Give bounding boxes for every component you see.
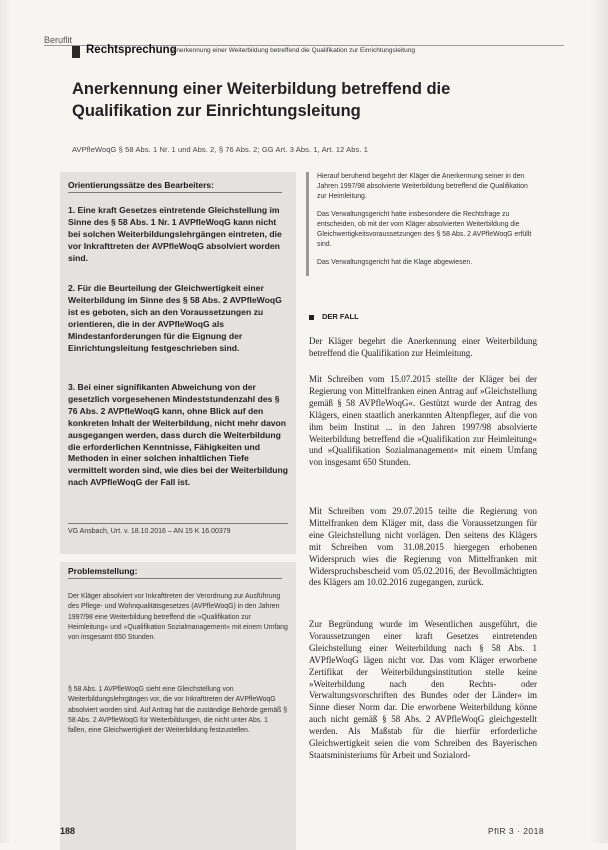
case-paragraph-3: Mit Schreiben vom 29.07.2015 teilte die Regierung von Mittelfranken dem Kläger mit, dass die Voraussetzungen für eine Gleichstellung nicht vorlägen. Den seitens des Klägers mit Schreiben vom 31.08.2015 hiergegen erhobenen Widerspruch wies die Regierung von Mittelfranken mit Widerspruchsbescheid vom 05.02.2016, der Bevollmächtigten des Klägers am 10.02.2016 zugegangen, zurück. [309,506,537,588]
header-marker [72,46,80,58]
intro-paragraph: Das Verwaltungsgericht hatte insbesondere die Rechtsfrage zu entscheiden, ob mit der vom Kläger absolvierten Weiterbildung die Gleichwertigkeitsvoraussetzungen des § 58 Abs. 2 AVPfleWoqG erfüllt sind. [317,211,532,248]
intro-paragraph: Das Verwaltungsgericht hat die Klage abgewiesen. [317,259,473,266]
guidelines-heading: Orientierungssätze des Bearbeiters: [68,180,282,193]
intro-paragraph: Hierauf beruhend begehrt der Kläger die Anerkennung seiner in den Jahren 1997/98 absolvierte Weiterbildung betreffend die Qualifikation zur Heimleitung. [317,173,528,200]
page-number: 188 [60,826,76,836]
journal-label: PflR 3 · 2018 [488,826,545,836]
case-paragraph-1: Der Kläger begehrt die Anerkennung einer Weiterbildung betreffend die Qualifikation zur Heimleitung. [309,336,537,358]
court-reference: VG Ansbach, Urt. v. 18.10.2016 – AN 15 K 16.00379 [68,523,288,535]
legal-citation: AVPfleWoqG § 58 Abs. 1 Nr. 1 und Abs. 2, § 76 Abs. 2; GG Art. 3 Abs. 1, Art. 12 Abs. 1 [72,145,368,154]
section-title: Rechtsprechung [86,44,177,56]
sidebar-box [60,172,296,850]
guideline-3: 3. Bei einer signifikanten Abweichung von der gesetzlich vorgesehenen Mindeststundenzahl des § 76 Abs. 2 AVPfleWoqG kann, ohne Blick auf den konkreten Inhalt der Weiterbildung, nicht mehr davon ausgegangen werden, dass durch die Weiterbildung die erforderlichen Kenntnisse, Fähigkeiten und Methoden in einer solchen inhaltlichen Tiefe vermittelt worden sind, wie dies bei der Weiterbildung nach AVPfleWoqG der Fall ist. [68,382,288,488]
bullet-square-icon [309,315,314,320]
sidebar-separator [60,554,296,562]
article-title: Anerkennung einer Weiterbildung betreffend die Qualifikation zur Einrichtungsleitung [72,80,451,120]
case-paragraph-2: Mit Schreiben vom 15.07.2015 stellte der Kläger bei der Regierung von Mittelfranken einen Antrag auf »Gleichstellung gemäß § 58 AVPfleWoqG«. Gestützt wurde der Antrag des Klägers, einen staatlich anerkannten Altenpfleger, auf die von ihm beim Institut ... in den Jahren 1997/98 absolvierte Weiterbildung betreffend die »Qualifikation zur Heimleitung« und »Qualifikation Sozialmanagement« mit einem Umfang von insgesamt 650 Stunden. [309,374,537,468]
case-paragraph-4: Zur Begründung wurde im Wesentlichen ausgeführt, die Voraussetzungen einer kraft Gesetzes eintretenden Gleichstellung einer Weiterbildung nach § 58 Abs. 1 AVPfleWoqG lägen nicht vor. Das vom Kläger erworbene Zertifikat der Weiterbildungsinstitution stelle keine »Weiterbildung nach den Rechts- oder Verwaltungsvorschriften des Bundes oder der Länder« im Sinne dieser Norm dar. Die erworbene Weiterbildung könne auch nicht gemäß § 58 Abs. 2 AVPfleWoqG gleichgestellt werden. Als Maßstab für die hierfür erforderliche Gleichwertigkeit seien die vom Schreiben des Bayerischen Staatsministeriums für Arbeit und Sozialord- [309,619,537,760]
problem-heading: Problemstellung: [68,566,282,579]
section-subtitle: Anerkennung einer Weiterbildung betreffend die Qualifikation zur Einrichtungsleitung [172,47,415,54]
intro-box [306,172,538,276]
problem-paragraph-1: Der Kläger absolviert vor Inkrafttreten der Verordnung zur Ausführung des Pflege- und Wohnqualitätsgesetzes (AVPfleWoqG) in den Jahren 1997/98 eine Weiterbildung betreffend die »Qualifikation zur Heimleitung« und »Qualifikation Sozialmanagement« mit einem Umfang von insgesamt 650 Stunden. [68,593,288,642]
guideline-2: 2. Für die Beurteilung der Gleichwertigkeit einer Weiterbildung im Sinne des § 58 Abs. 2 AVPfleWoqG ist es geboten, sich an den Voraussetzungen zu orientieren, die in der AVPfleWoqG als Mindestanforderungen für die Eignung der Einrichtungsleitung festgeschrieben sind. [68,283,282,353]
section-label: Beruflit [44,35,73,45]
problem-paragraph-2: § 58 Abs. 1 AVPfleWoqG sieht eine Gleichstellung von Weiterbildungslehrgängen vor, die vor Inkrafttreten der AVPfleWoqG absolviert worden sind. Auf Antrag hat die zuständige Behörde gemäß § 58 Abs. 2 AVPfleWoqG für Weiterbildungen, die nicht unter Abs. 1 fallen, eine Gleichwertigkeit der Weiterbildung festzustellen. [68,686,288,735]
guideline-1: 1. Eine kraft Gesetzes eintretende Gleichstellung im Sinne des § 58 Abs. 1 Nr. 1 AVPfleWoqG kann nicht bei solchen Weiterbildungslehrgängen eintreten, die vor Inkrafttreten der AVPfleWoqG absolviert worden sind. [68,205,282,263]
case-heading: DER FALL [309,312,359,321]
